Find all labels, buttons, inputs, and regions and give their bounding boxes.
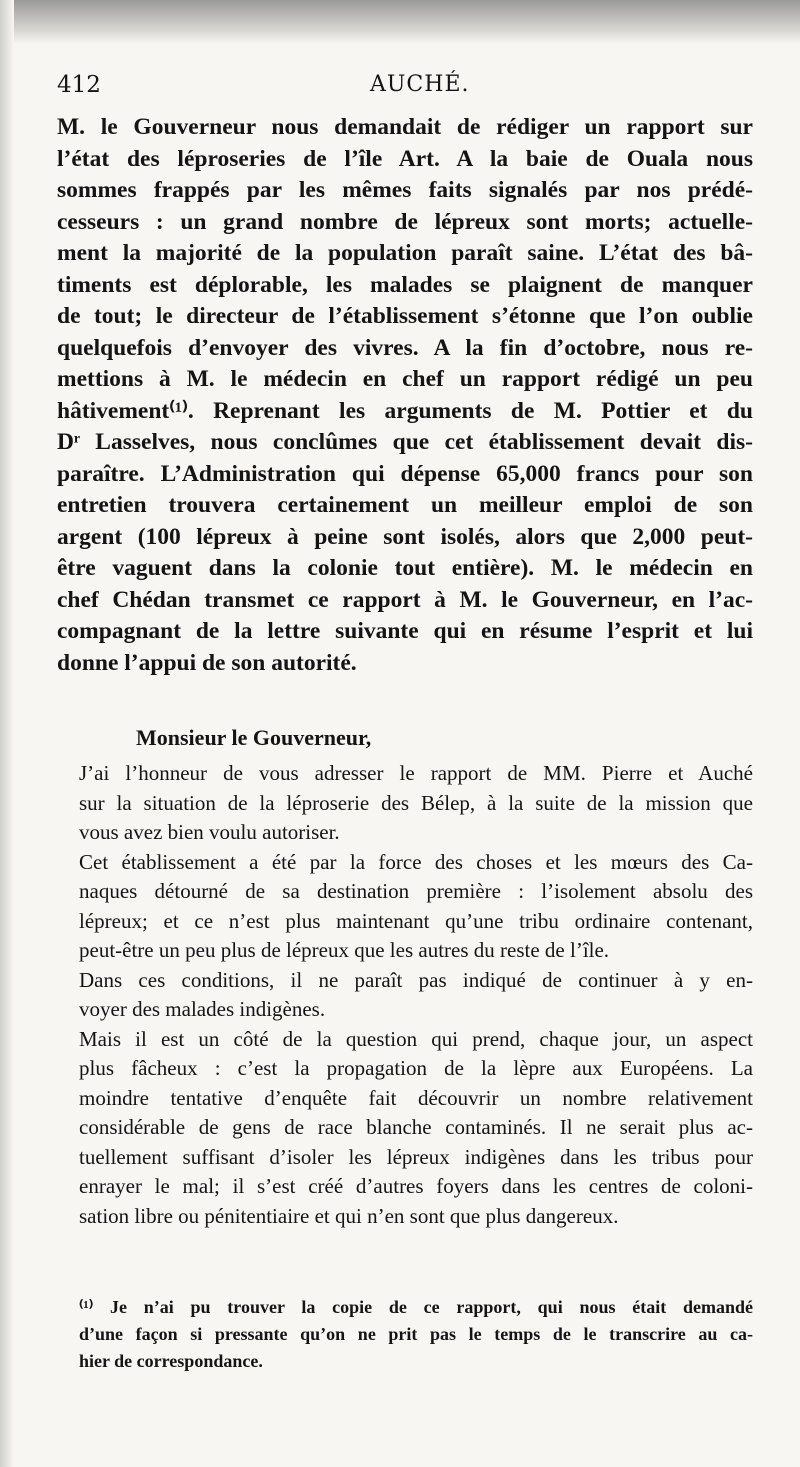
- letter-line: peut-être un peu plus de lépreux que les autres du reste de l’île.: [79, 938, 610, 962]
- body-line: sommes frappés par les mêmes faits signalés par nos prédé-: [57, 177, 753, 203]
- body-line: de tout; le directeur de l’établissement s’étonne que l’on oublie: [57, 303, 753, 329]
- body-line: donne l’appui de son autorité.: [57, 649, 357, 676]
- scan-left-shadow: [0, 0, 14, 1467]
- letter-line: sur la situation de la léproserie des Bélep, à la suite de la mission que: [79, 790, 753, 815]
- running-head: AUCHÉ.: [370, 72, 470, 97]
- page-number: 412: [57, 72, 101, 98]
- page-header: [57, 72, 757, 108]
- scan-top-shadow: [0, 0, 800, 44]
- body-line: mettions à M. le médecin en chef un rapport rédigé un peu: [57, 366, 753, 392]
- letter-line: J’ai l’honneur de vous adresser le rapport de MM. Pierre et Auché: [79, 761, 753, 785]
- footnote-line: ⁽¹⁾ Je n’ai pu trouver la copie de ce rapport, qui nous était demandé: [79, 1297, 753, 1317]
- body-line: entretien trouvera certainement un meilleur emploi de son: [57, 492, 753, 518]
- letter-line: considérable de gens de race blanche contaminés. Il ne serait plus ac-: [79, 1115, 753, 1139]
- body-line: timents est déplorable, les malades se plaignent de manquer: [57, 271, 753, 298]
- body-line: être vaguent dans la colonie tout entière). M. le médecin en: [57, 555, 753, 581]
- letter-line: sation libre ou pénitentiaire et qui n’en sont que plus dangereux.: [79, 1203, 619, 1228]
- body-line: M. le Gouverneur nous demandait de rédiger un rapport sur: [57, 114, 753, 140]
- letter-line: voyer des malades indigènes.: [79, 997, 326, 1021]
- body-line: ment la majorité de la population paraît saine. L’état des bâ-: [57, 240, 753, 266]
- quoted-letter: [79, 759, 753, 1231]
- letter-line: tuellement suffisant d’isoler les lépreux indigènes dans les tribus pour: [79, 1144, 753, 1169]
- letter-line: Mais il est un côté de la question qui prend, chaque jour, un aspect: [79, 1026, 753, 1051]
- letter-line: naques détourné de sa destination première : l’isolement absolu des: [79, 879, 753, 903]
- letter-line: lépreux; et ce n’est plus maintenant qu’une tribu ordinaire contenant,: [79, 908, 753, 933]
- footnote-line: hier de correspondance.: [79, 1351, 263, 1371]
- body-line: quelquefois d’envoyer des vivres. A la fin d’octobre, nous re-: [57, 334, 753, 361]
- letter-line: enrayer le mal; il s’est créé d’autres foyers dans les centres de coloni-: [79, 1174, 753, 1198]
- body-line: cesseurs : un grand nombre de lépreux sont morts; actuelle-: [57, 208, 753, 235]
- body-line: Dʳ Lasselves, nous conclûmes que cet établissement devait dis-: [57, 429, 753, 455]
- letter-line: vous avez bien voulu autoriser.: [79, 820, 340, 844]
- body-line: hâtivement⁽¹⁾. Reprenant les arguments de M. Pottier et du: [57, 397, 753, 424]
- letter-line: moindre tentative d’enquête fait découvrir un nombre relativement: [79, 1085, 753, 1110]
- letter-line: Dans ces conditions, il ne paraît pas indiqué de continuer à y en-: [79, 967, 753, 992]
- body-line: compagnant de la lettre suivante qui en résume l’esprit et lui: [57, 618, 753, 644]
- letter-line: plus fâcheux : c’est la propagation de la lèpre aux Européens. La: [79, 1056, 753, 1080]
- body-line: argent (100 lépreux à peine sont isolés, alors que 2,000 peut-: [57, 523, 753, 550]
- body-line: paraître. L’Administration qui dépense 65,000 francs pour son: [57, 460, 753, 487]
- letter-line: Cet établissement a été par la force des choses et les mœurs des Ca-: [79, 849, 753, 874]
- body-line: chef Chédan transmet ce rapport à M. le Gouverneur, en l’ac-: [57, 586, 753, 613]
- main-paragraph: [57, 112, 753, 679]
- body-line: l’état des léproseries de l’île Art. A la baie de Ouala nous: [57, 145, 753, 172]
- letter-salutation: Monsieur le Gouverneur,: [136, 725, 372, 750]
- footnote-line: d’une façon si pressante qu’on ne prit pas le temps de le transcrire au ca-: [79, 1324, 753, 1344]
- footnote: [79, 1294, 753, 1375]
